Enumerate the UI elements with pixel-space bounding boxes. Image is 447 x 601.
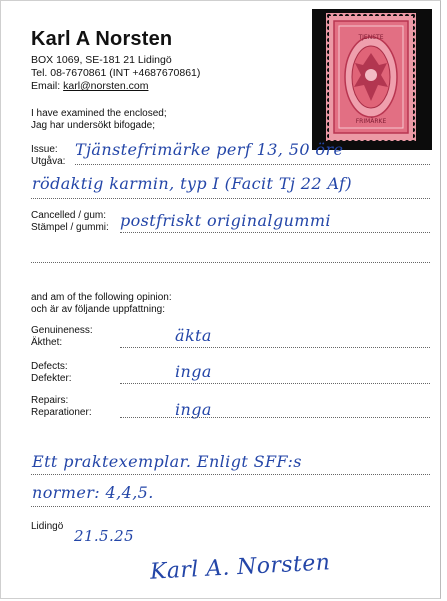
genuineness-dotline bbox=[120, 347, 430, 348]
email-link[interactable]: karl@norsten.com bbox=[63, 80, 149, 92]
remarks-line-2: normer: 4,4,5. bbox=[32, 483, 154, 502]
genuineness-value: äkta bbox=[175, 326, 212, 345]
repairs-label-en: Repairs: bbox=[31, 395, 69, 406]
remarks-line-1: Ett praktexemplar. Enligt SFF:s bbox=[32, 452, 302, 471]
signature: Karl A. Norsten bbox=[149, 550, 331, 585]
email-label: Email: bbox=[31, 80, 61, 92]
repairs-label-sv: Reparationer: bbox=[31, 407, 92, 418]
issue-line-1: Tjänstefrimärke perf 13, 50 öre bbox=[75, 140, 344, 159]
place-label: Lidingö bbox=[31, 521, 64, 532]
intro-en: I have examined the enclosed; bbox=[31, 108, 167, 119]
stamp-text-top: TJENSTE bbox=[358, 34, 384, 41]
remarks-dotline-2 bbox=[31, 506, 430, 507]
cancel-label-sv: Stämpel / gummi: bbox=[31, 222, 109, 233]
phone-line: Tel. 08-7670861 (INT +4687670861) bbox=[31, 67, 201, 79]
opinion-sv: och är av följande uppfattning: bbox=[31, 304, 165, 315]
genuineness-label-en: Genuineness: bbox=[31, 325, 93, 336]
cancel-value: postfriskt originalgummi bbox=[120, 211, 331, 230]
cancel-dotline-2 bbox=[31, 262, 430, 263]
stamp-photo bbox=[312, 9, 432, 150]
cancel-dotline-1 bbox=[120, 232, 430, 233]
email-line bbox=[31, 80, 148, 93]
opinion-en: and am of the following opinion: bbox=[31, 292, 172, 303]
repairs-value: inga bbox=[175, 400, 212, 419]
defects-dotline bbox=[120, 383, 430, 384]
expert-name: Karl A Norsten bbox=[31, 28, 173, 50]
remarks-dotline-1 bbox=[31, 474, 430, 475]
intro-sv: Jag har undersökt bifogade; bbox=[31, 120, 155, 131]
defects-label-en: Defects: bbox=[31, 361, 68, 372]
genuineness-label-sv: Äkthet: bbox=[31, 337, 63, 348]
issue-line-2: rödaktig karmin, typ I (Facit Tj 22 Af) bbox=[32, 174, 353, 193]
repairs-dotline bbox=[120, 417, 430, 418]
issue-label-en: Issue: bbox=[31, 144, 58, 155]
issue-label-sv: Utgåva: bbox=[31, 156, 66, 167]
issue-dotline-2 bbox=[31, 198, 430, 199]
date-value: 21.5.25 bbox=[74, 527, 135, 545]
stamp-text-bottom: FRIMÄRKE bbox=[355, 118, 387, 125]
defects-label-sv: Defekter: bbox=[31, 373, 72, 384]
stamp-image bbox=[326, 13, 416, 141]
issue-dotline-1 bbox=[75, 164, 430, 165]
cancel-label-en: Cancelled / gum: bbox=[31, 210, 107, 221]
address-line: BOX 1069, SE-181 21 Lidingö bbox=[31, 54, 172, 66]
defects-value: inga bbox=[175, 362, 212, 381]
